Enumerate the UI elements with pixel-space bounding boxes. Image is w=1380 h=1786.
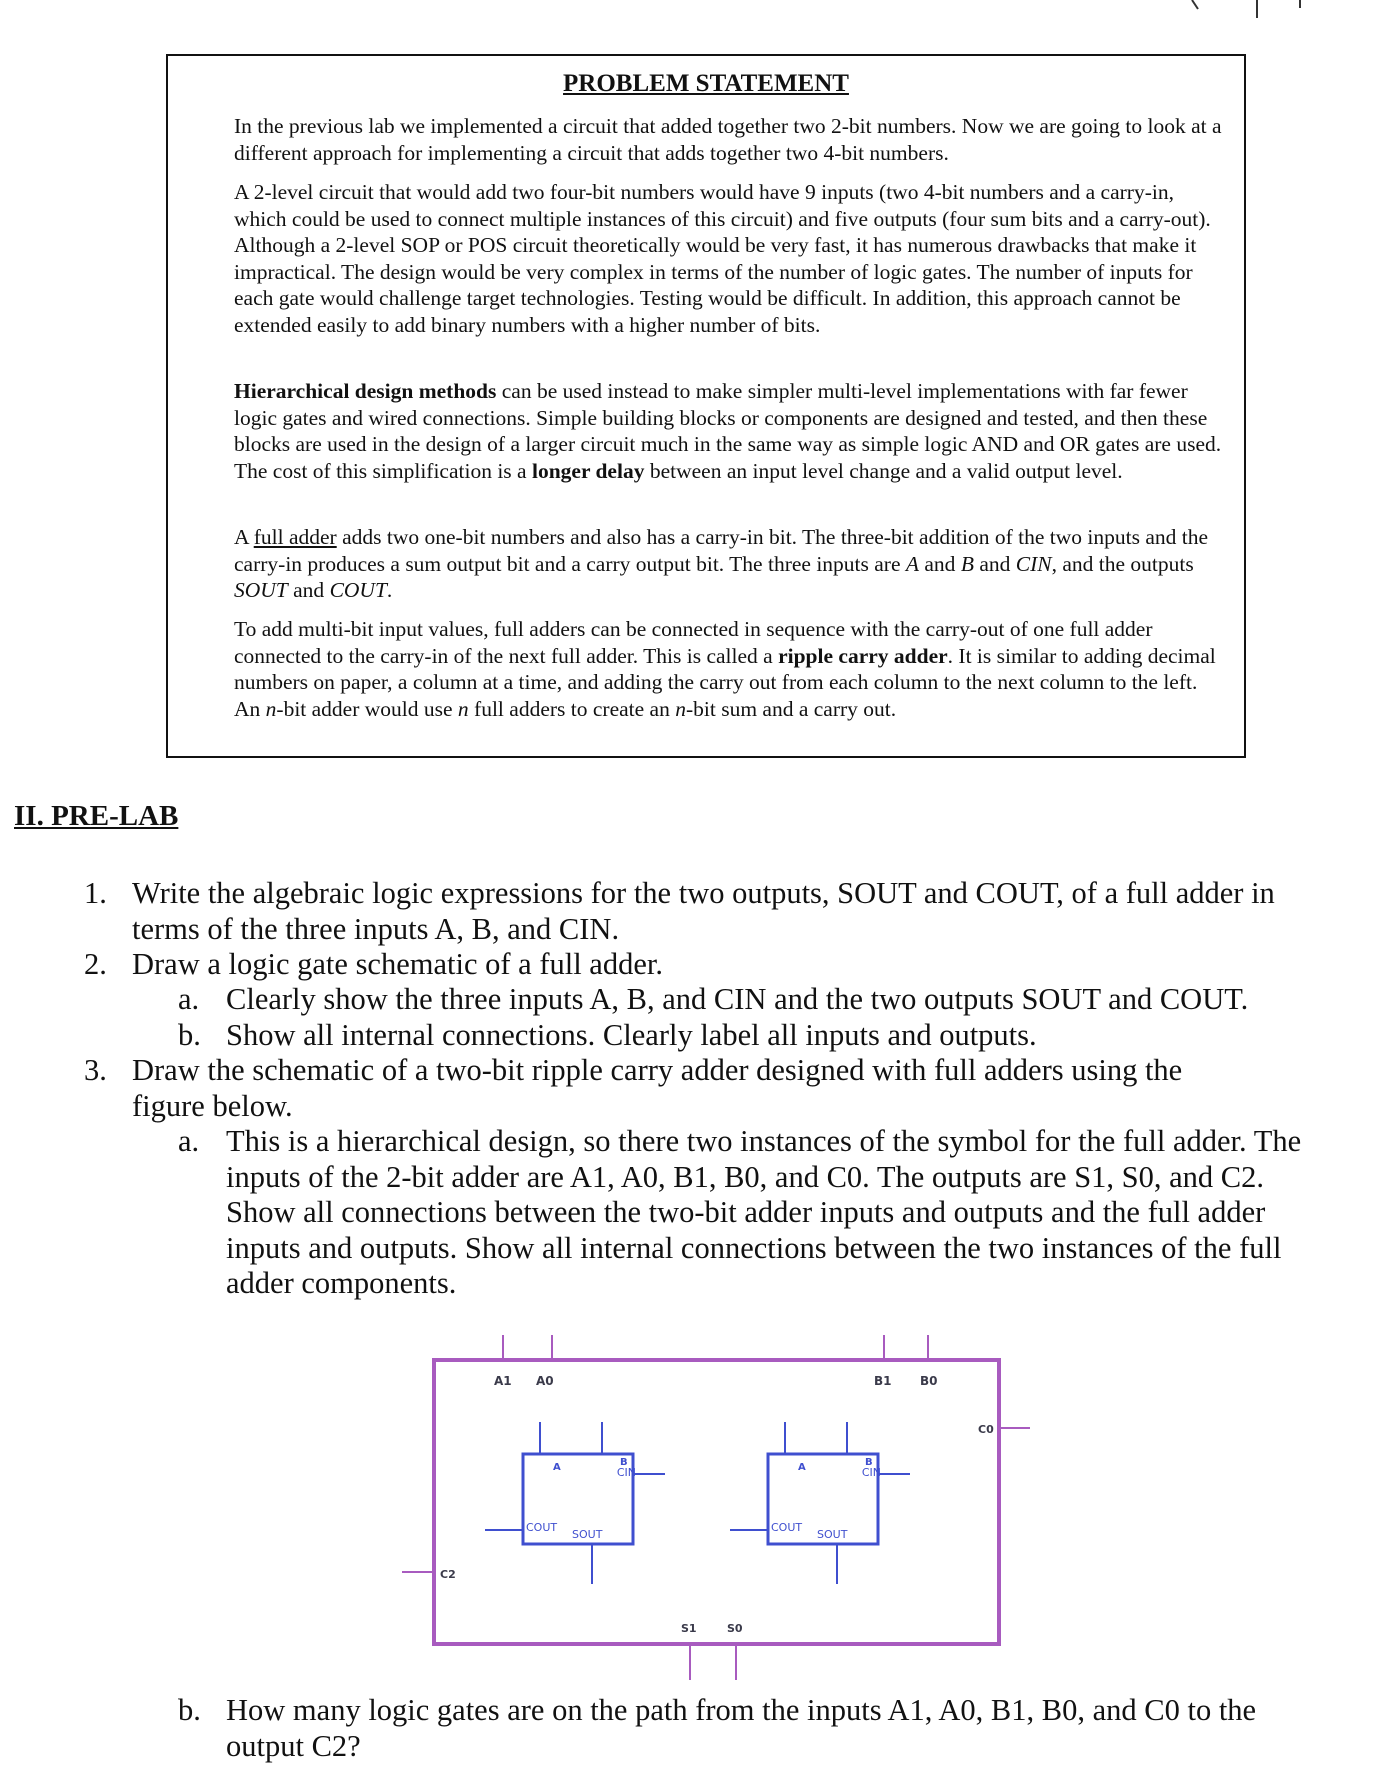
svg-text:COUT: COUT xyxy=(526,1521,558,1534)
svg-text:CIN: CIN xyxy=(616,1466,636,1479)
full-adder-left xyxy=(485,1422,665,1584)
svg-text:A: A xyxy=(798,1462,806,1473)
problem-statement-box xyxy=(166,54,1246,758)
q3b-text: How many logic gates are on the path from the inputs A1, A0, B1, B0, and C0 to the output C2? xyxy=(226,1693,1257,1763)
c0-label: C0 xyxy=(978,1423,994,1436)
two-bit-adder-outline xyxy=(434,1360,999,1644)
s1-label: S1 xyxy=(681,1622,697,1635)
q2b-letter: b. xyxy=(178,1018,201,1052)
q1-number: 1. xyxy=(84,876,107,910)
q2a-letter: a. xyxy=(178,982,200,1016)
full-adder-right xyxy=(730,1422,910,1584)
svg-text:CIN: CIN xyxy=(861,1466,881,1479)
svg-text:COUT: COUT xyxy=(771,1521,803,1534)
q2b-text: Show all internal connections. Clearly label all inputs and outputs. xyxy=(226,1018,1037,1052)
b1-label: B1 xyxy=(874,1374,892,1388)
svg-text:SOUT: SOUT xyxy=(572,1528,603,1541)
paragraph-ripple-carry: To add multi-bit input values, full adders can be connected in sequence with the carry-out of one full adder connected to the carry-in of the next full adder. This is called a ripple carry adder. It is similar to adding decimal numbers on paper, a column at a time, and adding the carry out from each column to the next column to the left. An n-bit adder would use n full adders to create an n-bit sum and a carry out. xyxy=(234,617,1216,721)
q3-text: Draw the schematic of a two-bit ripple carry adder designed with full adders using the figure below. xyxy=(132,1053,1183,1123)
c2-label: C2 xyxy=(440,1568,456,1581)
svg-text:SOUT: SOUT xyxy=(817,1528,848,1541)
s0-label: S0 xyxy=(727,1622,743,1635)
page-edge-marks xyxy=(0,0,1380,20)
paragraph-previous-lab: In the previous lab we implemented a circuit that added together two 2-bit numbers. Now we are going to look at a different approach for implementing a circuit that adds together two 4-bit numbers. xyxy=(234,114,1222,165)
ripple-carry-adder-figure xyxy=(400,1322,1040,1692)
q1-text: Write the algebraic logic expressions for the two outputs, SOUT and COUT, of a full adder in terms of the three inputs A, B, and CIN. xyxy=(132,876,1275,946)
q2-text: Draw a logic gate schematic of a full adder. xyxy=(132,947,663,981)
paragraph-two-level-circuit: A 2-level circuit that would add two four-bit numbers would have 9 inputs (two 4-bit numbers and a carry-in, which could be used to connect multiple instances of this circuit) and five outputs (four sum bits and a carry-out). Although a 2-level SOP or POS circuit theoretically would be very fast, it has numerous drawbacks that make it impractical. The design would be very complex in terms of the number of logic gates. The number of inputs for each gate would challenge target technologies. Testing would be difficult. In addition, this approach cannot be extended easily to add binary numbers with a higher number of bits. xyxy=(234,180,1211,337)
q2-number: 2. xyxy=(84,947,107,981)
q3a-letter: a. xyxy=(178,1124,200,1158)
svg-text:B: B xyxy=(865,1457,873,1468)
svg-text:B: B xyxy=(620,1457,628,1468)
a1-label: A1 xyxy=(494,1374,512,1388)
prelab-heading: II. PRE-LAB xyxy=(14,800,179,832)
paragraph-full-adder: A full adder adds two one-bit numbers and also has a carry-in bit. The three-bit addition of the two inputs and the carry-in produces a sum output bit and a carry output bit. The three inputs are A and B and CIN, and the outputs SOUT and COUT. xyxy=(234,525,1209,603)
q2a-text: Clearly show the three inputs A, B, and CIN and the two outputs SOUT and COUT. xyxy=(226,982,1249,1016)
problem-statement-title: PROBLEM STATEMENT xyxy=(563,70,849,97)
q3-number: 3. xyxy=(84,1053,107,1087)
q3b-letter: b. xyxy=(178,1693,201,1727)
a0-label: A0 xyxy=(536,1374,554,1388)
paragraph-hierarchical-design: Hierarchical design methods can be used instead to make simpler multi-level implementations with far fewer logic gates and wired connections. Simple building blocks or components are designed and tested, and then these blocks are used in the design of a larger circuit much in the same way as simple logic AND and OR gates are used. The cost of this simplification is a longer delay between an input level change and a valid output level. xyxy=(234,379,1222,483)
b0-label: B0 xyxy=(920,1374,938,1388)
svg-text:A: A xyxy=(553,1462,561,1473)
q3a-text: This is a hierarchical design, so there two instances of the symbol for the full adder. The inputs of the 2-bit adder are A1, A0, B1, B0, and C0. The outputs are S1, S0, and C2. Show all connections between the two-bit adder inputs and outputs and the full adder inputs and outputs. Show all internal connections between the two instances of the full adder components. xyxy=(226,1124,1302,1300)
